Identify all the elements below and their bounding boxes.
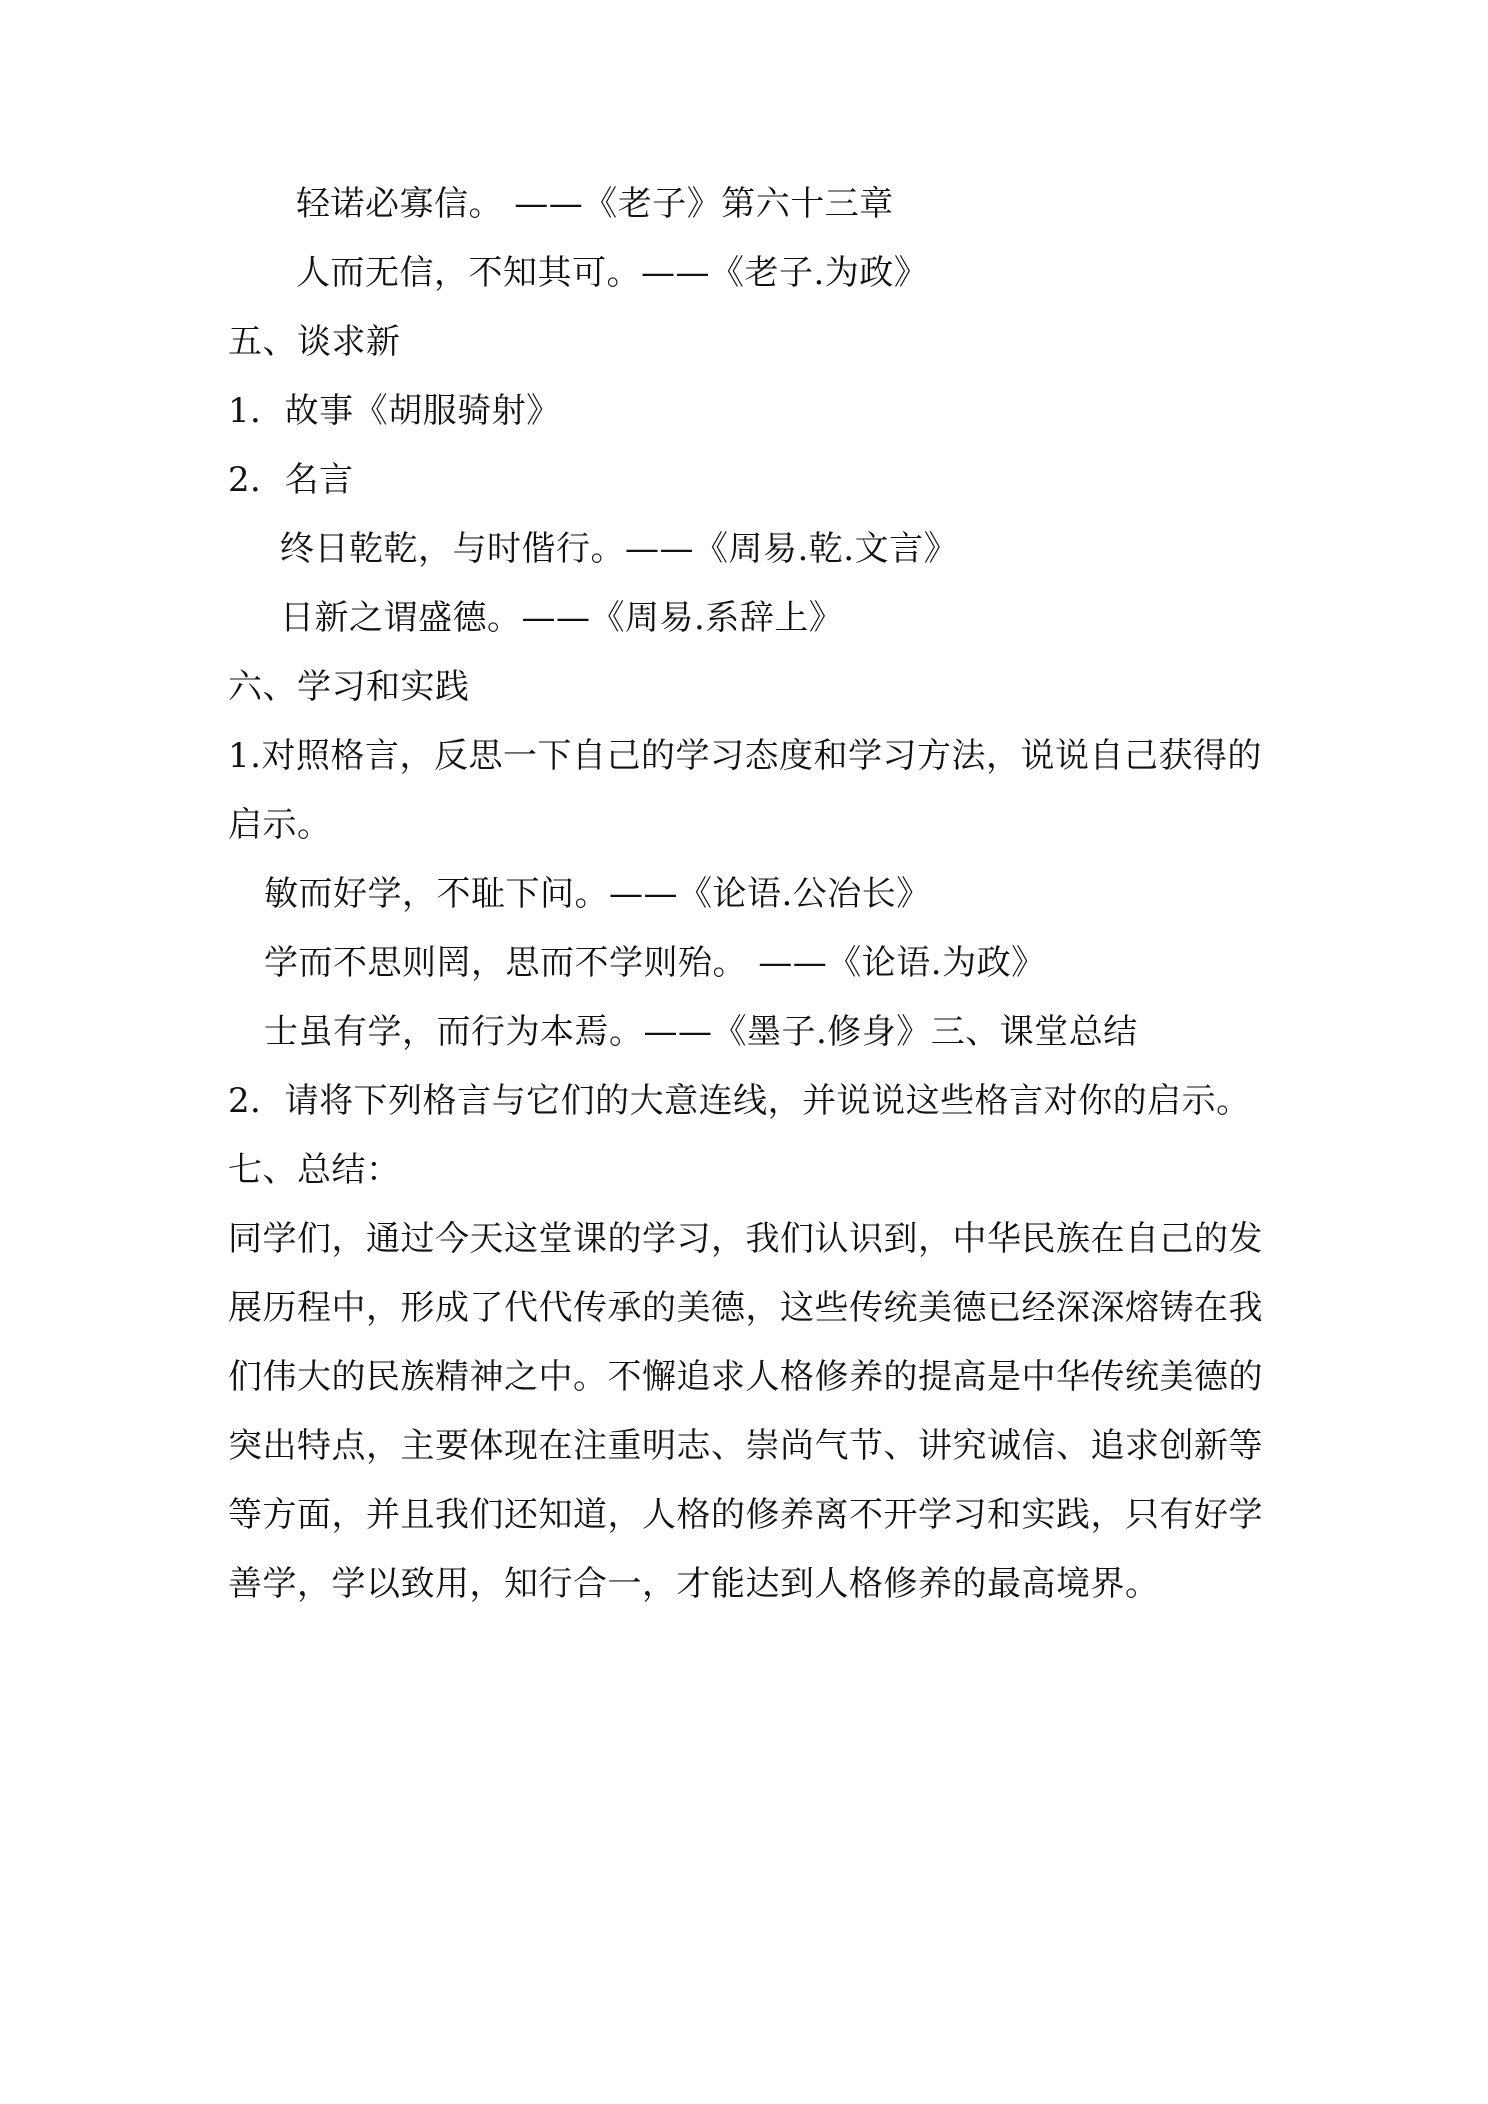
summary-line-6: 善学，学以致用，知行合一，才能达到人格修养的最高境界。 [228,1564,1160,1604]
quote-laozi-weizheng: 人而无信，不知其可。——《老子.为政》 [296,253,929,293]
summary-line-4: 突出特点，主要体现在注重明志、崇尚气节、讲究诚信、追求创新等 [228,1426,1263,1466]
quote-zhouyi-qian: 终日乾乾，与时偕行。——《周易.乾.文言》 [280,529,959,569]
quote-lunyu-gongye: 敏而好学，不耻下问。——《论语.公冶长》 [264,874,931,914]
quote-laozi-63: 轻诺必寡信。 ——《老子》第六十三章 [296,184,894,224]
section-heading-7: 七、总结： [228,1150,401,1190]
summary-line-3: 们伟大的民族精神之中。不懈追求人格修养的提高是中华传统美德的 [228,1357,1263,1397]
item-story: 1．故事《胡服骑射》 [228,391,561,431]
section-heading-5: 五、谈求新 [228,322,401,362]
quote-zhouyi-xici: 日新之谓盛德。——《周易.系辞上》 [280,598,844,638]
section-heading-6: 六、学习和实践 [228,667,470,707]
quote-lunyu-weizheng: 学而不思则罔，思而不学则殆。 ——《论语.为政》 [264,943,1046,983]
summary-line-2: 展历程中，形成了代代传承的美德，这些传统美德已经深深熔铸在我 [228,1288,1263,1328]
summary-line-5: 等方面，并且我们还知道，人格的修养离不开学习和实践，只有好学 [228,1495,1263,1535]
summary-line-1: 同学们，通过今天这堂课的学习，我们认识到，中华民族在自己的发 [228,1219,1263,1259]
practice-item-1-cont: 启示。 [228,805,332,845]
practice-item-2: 2．请将下列格言与它们的大意连线，并说说这些格言对你的启示。 [228,1081,1251,1121]
practice-item-1: 1.对照格言，反思一下自己的学习态度和学习方法，说说自己获得的 [228,736,1262,776]
item-quotes: 2．名言 [228,460,354,500]
quote-mozi-xiushen: 士虽有学，而行为本焉。——《墨子.修身》三、课堂总结 [264,1012,1138,1052]
